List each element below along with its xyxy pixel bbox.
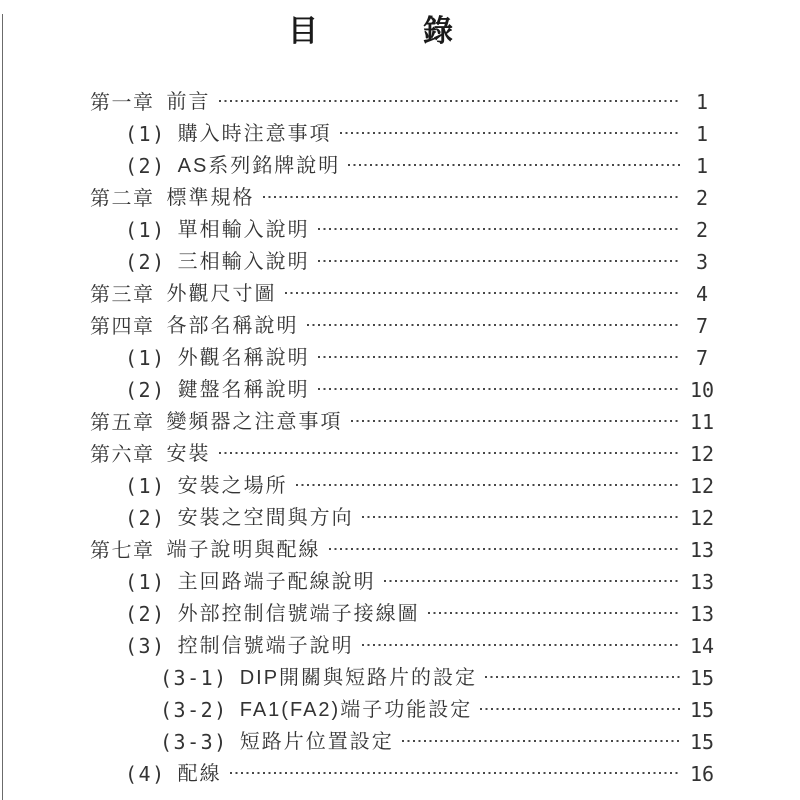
- toc-entry-label: 外觀尺寸圖: [166, 283, 277, 305]
- toc-entry-page: 13: [689, 570, 715, 594]
- toc-entry-page: 15: [689, 730, 715, 754]
- toc-entry-number: 第一章: [90, 90, 155, 114]
- dot-leader: [296, 484, 681, 486]
- dot-leader: [318, 260, 681, 262]
- toc-entry: [90, 534, 717, 566]
- dot-leader: [402, 740, 681, 742]
- toc-entry: [90, 726, 717, 758]
- toc-entry-number: (1): [125, 570, 166, 594]
- toc-entry: [90, 246, 717, 278]
- toc-entry-label: 控制信號端子說明: [177, 635, 354, 657]
- toc-entry-page: 7: [695, 314, 709, 338]
- dot-leader: [318, 228, 681, 230]
- toc-entry: [90, 310, 717, 342]
- toc-entry-label: 安裝之空間與方向: [177, 507, 354, 529]
- toc-entry-label: 標準規格: [166, 187, 255, 209]
- toc-entry: [90, 342, 717, 374]
- toc-entry-page: 14: [689, 634, 715, 658]
- toc-entry-label: 變頻器之注意事項: [166, 411, 343, 433]
- dot-leader: [348, 164, 681, 166]
- toc-entry: [90, 406, 717, 438]
- toc-entry: [90, 438, 717, 470]
- toc-entry-number: (2): [125, 506, 166, 530]
- dot-leader: [263, 196, 682, 198]
- toc-entry-label: 短路片位置設定: [239, 731, 394, 753]
- toc-entry-label: AS系列銘牌說明: [177, 155, 341, 177]
- dot-leader: [384, 580, 681, 582]
- toc-entry-page: 11: [689, 410, 715, 434]
- toc-entry-label: FA1(FA2)端子功能設定: [239, 699, 473, 721]
- toc-entry-number: 第二章: [90, 186, 155, 210]
- toc-entry-label: 各部名稱說明: [166, 315, 299, 337]
- toc-entry: [90, 182, 717, 214]
- toc-entry-page: 1: [695, 90, 709, 114]
- toc-entry-page: 4: [695, 282, 709, 306]
- toc-entry-label: 前言: [166, 91, 211, 113]
- toc-entry-page: 12: [689, 474, 715, 498]
- dot-leader: [362, 644, 681, 646]
- toc-entry: [90, 694, 717, 726]
- toc-entry-number: 第四章: [90, 314, 155, 338]
- dot-leader: [480, 708, 681, 710]
- toc-entry-page: 16: [689, 762, 715, 786]
- dot-leader: [230, 772, 681, 774]
- toc-entry-label: 購入時注意事項: [177, 123, 332, 145]
- dot-leader: [318, 356, 681, 358]
- toc-entry-number: (2): [125, 602, 166, 626]
- toc-entry-number: (3-1): [160, 666, 228, 690]
- toc-entry-page: 13: [689, 538, 715, 562]
- toc-entry-label: 三相輸入說明: [177, 251, 310, 273]
- toc-entry-label: 鍵盤名稱說明: [177, 379, 310, 401]
- toc-entry-number: (2): [125, 154, 166, 178]
- toc-entry-label: 安裝: [166, 443, 211, 465]
- toc-entry-number: 第三章: [90, 282, 155, 306]
- toc-entry: [90, 86, 717, 118]
- toc-list: [90, 86, 717, 790]
- toc-entry-page: 10: [689, 378, 715, 402]
- toc-entry-page: 15: [689, 666, 715, 690]
- dot-leader: [485, 676, 681, 678]
- dot-leader: [285, 292, 682, 294]
- toc-entry: [90, 662, 717, 694]
- toc-entry-number: (3): [125, 634, 166, 658]
- toc-entry: [90, 118, 717, 150]
- toc-entry-label: 外部控制信號端子接線圖: [177, 603, 420, 625]
- toc-entry-number: (1): [125, 122, 166, 146]
- toc-entry-number: (1): [125, 474, 166, 498]
- dot-leader: [219, 452, 682, 454]
- dot-leader: [351, 420, 682, 422]
- toc-entry-page: 1: [695, 154, 709, 178]
- toc-entry: [90, 470, 717, 502]
- dot-leader: [329, 548, 682, 550]
- toc-entry-label: 安裝之場所: [177, 475, 288, 497]
- toc-entry-number: (3-3): [160, 730, 228, 754]
- toc-entry: [90, 758, 717, 790]
- toc-entry-number: 第五章: [90, 410, 155, 434]
- toc-entry-number: 第六章: [90, 442, 155, 466]
- toc-entry: [90, 630, 717, 662]
- toc-entry: [90, 150, 717, 182]
- toc-entry: [90, 566, 717, 598]
- toc-entry-number: (2): [125, 378, 166, 402]
- toc-entry-number: (2): [125, 250, 166, 274]
- dot-leader: [340, 132, 681, 134]
- toc-entry-number: 第七章: [90, 538, 155, 562]
- toc-entry-page: 1: [695, 122, 709, 146]
- toc-entry-label: 外觀名稱說明: [177, 347, 310, 369]
- toc-entry-label: 主回路端子配線說明: [177, 571, 376, 593]
- toc-entry-label: 單相輸入說明: [177, 219, 310, 241]
- toc-entry-label: 端子說明與配線: [166, 539, 321, 561]
- toc-entry-page: 12: [689, 442, 715, 466]
- toc-entry-page: 15: [689, 698, 715, 722]
- scan-edge-line: [2, 14, 3, 800]
- toc-entry-page: 7: [695, 346, 709, 370]
- toc-entry: [90, 278, 717, 310]
- toc-entry: [90, 374, 717, 406]
- document-page: [0, 14, 800, 800]
- dot-leader: [362, 516, 681, 518]
- dot-leader: [318, 388, 681, 390]
- toc-entry-page: 3: [695, 250, 709, 274]
- toc-entry-number: (4): [125, 762, 166, 786]
- toc-entry-label: 配線: [177, 763, 222, 785]
- dot-leader: [219, 100, 682, 102]
- page-title: 目 錄: [288, 15, 457, 48]
- toc-entry: [90, 598, 717, 630]
- toc-entry-page: 12: [689, 506, 715, 530]
- toc-entry-number: (1): [125, 346, 166, 370]
- toc-entry-label: DIP開關與短路片的設定: [239, 667, 478, 689]
- toc-entry-number: (3-2): [160, 698, 228, 722]
- toc-entry: [90, 502, 717, 534]
- toc-entry-number: (1): [125, 218, 166, 242]
- toc-entry-page: 2: [695, 218, 709, 242]
- toc-entry-page: 13: [689, 602, 715, 626]
- dot-leader: [307, 324, 682, 326]
- dot-leader: [428, 612, 681, 614]
- toc-entry-page: 2: [695, 186, 709, 210]
- toc-entry: [90, 214, 717, 246]
